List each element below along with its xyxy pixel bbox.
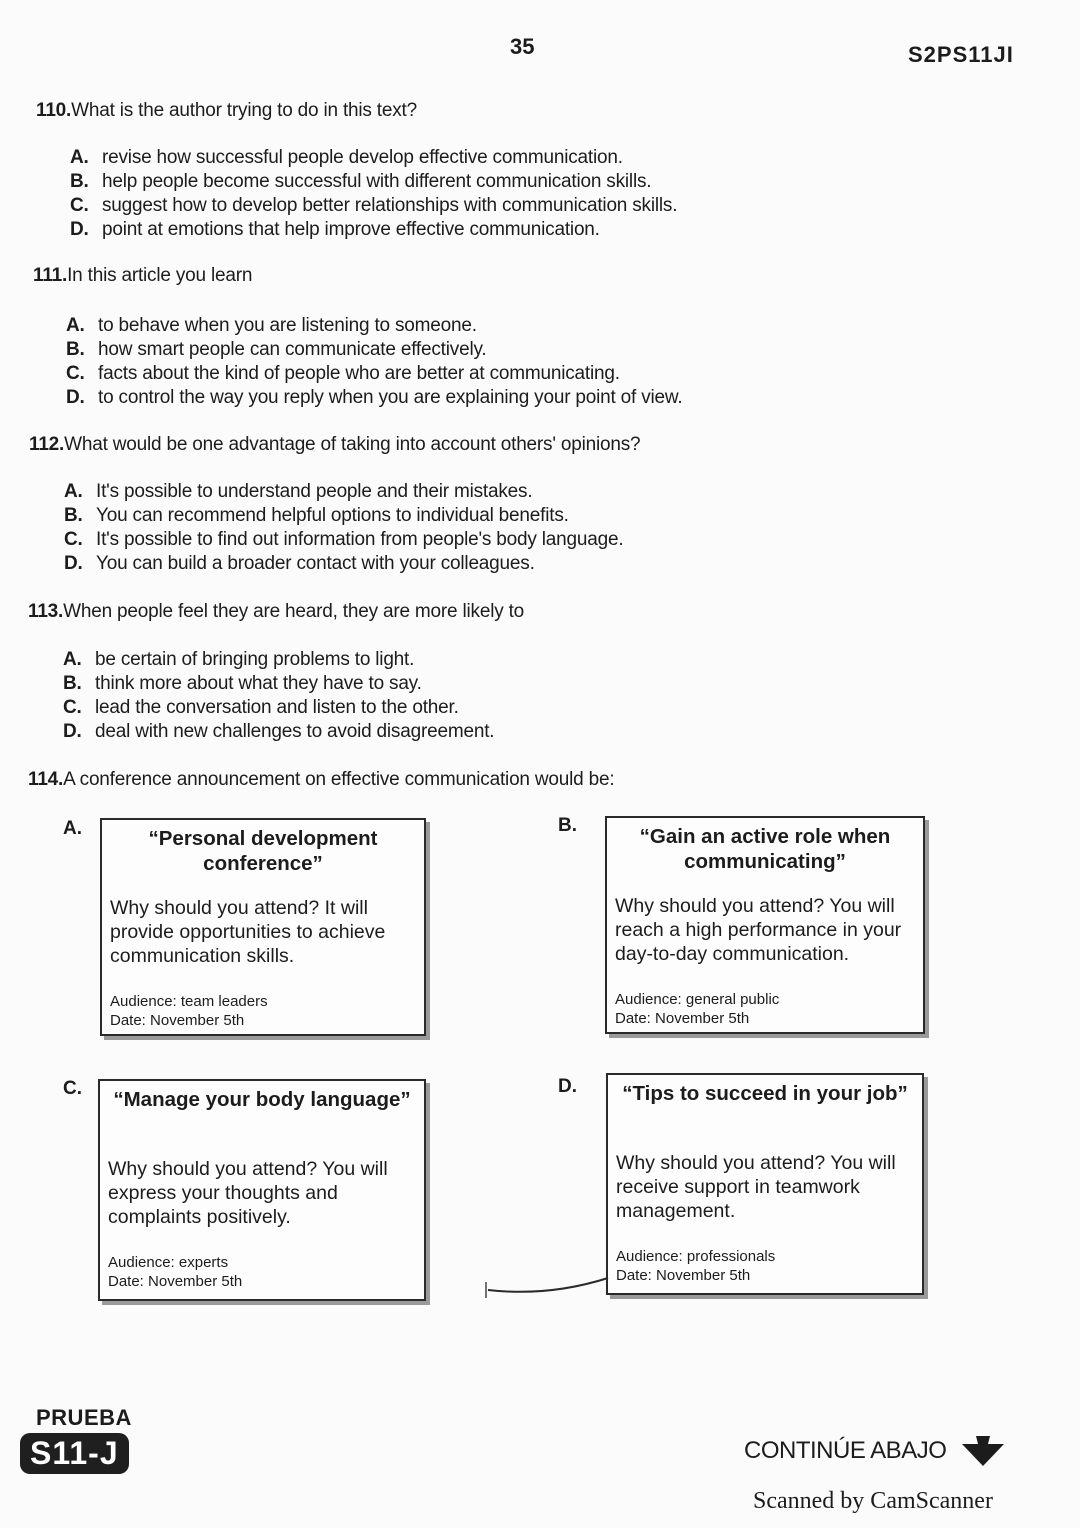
option-c[interactable]: C. lead the conversation and listen to the other. [63, 697, 459, 718]
announcement-title: “Personal development conference” [148, 827, 378, 875]
announcement-audience: Audience: experts [108, 1254, 229, 1271]
option-c[interactable]: C. facts about the kind of people who are better at communicating. [66, 363, 620, 384]
question-number: 114. [28, 769, 64, 790]
announcement-body: Why should you attend? You will express your thoughts and complaints positively. [108, 1158, 388, 1228]
option-a[interactable]: A. revise how successful people develop effective communication. [70, 147, 623, 168]
option-b[interactable]: B. how smart people can communicate effectively. [66, 339, 487, 360]
question-text: What is the author trying to do in this text? [71, 100, 417, 121]
option-d[interactable]: D. You can build a broader contact with your colleagues. [64, 553, 535, 574]
option-a[interactable]: A. It's possible to understand people and their mistakes. [64, 481, 533, 502]
option-a[interactable]: A. be certain of bringing problems to light. [63, 649, 415, 670]
option-a[interactable]: A. to behave when you are listening to someone. [66, 315, 477, 336]
question-text: When people feel they are heard, they are more likely to [63, 601, 525, 622]
option-d[interactable]: D. to control the way you reply when you are explaining your point of view. [66, 387, 683, 408]
announcement-date: Date: November 5th [615, 1010, 750, 1027]
question-112 [29, 433, 640, 457]
option-b[interactable]: B. help people become successful with different communication skills. [70, 171, 652, 192]
question-number: 111. [33, 265, 68, 286]
announcement-a[interactable] [100, 818, 426, 1036]
question-111 [33, 264, 252, 288]
pen-mark [484, 1272, 614, 1306]
prueba-brand [20, 1405, 132, 1474]
question-114 [28, 768, 614, 792]
announcement-audience: Audience: professionals [616, 1248, 776, 1265]
exam-code: S2PS11JI [908, 42, 1014, 67]
option-b[interactable]: B. think more about what they have to say. [63, 673, 422, 694]
arrow-down-icon [960, 1436, 1006, 1466]
announcement-b[interactable] [605, 816, 925, 1034]
announcement-audience: Audience: general public [615, 991, 780, 1008]
prueba-code: S11-J [20, 1433, 129, 1474]
announcement-d[interactable] [606, 1073, 924, 1295]
announcement-date: Date: November 5th [108, 1273, 243, 1290]
announcement-letter-c: C. [63, 1078, 82, 1099]
option-d[interactable]: D. deal with new challenges to avoid disagreement. [63, 721, 495, 742]
announcement-c[interactable] [98, 1079, 426, 1301]
announcement-title: “Manage your body language” [113, 1088, 411, 1111]
announcement-letter-a: A. [63, 818, 82, 839]
option-d[interactable]: D. point at emotions that help improve effective communication. [70, 219, 600, 240]
options-113 [63, 648, 494, 744]
option-b[interactable]: B. You can recommend helpful options to individual benefits. [64, 505, 569, 526]
announcement-title: “Gain an active role when communicating” [639, 825, 891, 873]
continue-below [744, 1436, 1006, 1466]
announcement-date: Date: November 5th [110, 1012, 245, 1029]
scanned-by: Scanned by CamScanner [753, 1488, 993, 1514]
announcement-body: Why should you attend? You will reach a high performance in your day-to-day communication. [615, 895, 902, 965]
question-number: 112. [29, 434, 65, 455]
question-number: 113. [28, 601, 64, 622]
question-113 [28, 600, 524, 624]
options-110 [70, 146, 677, 242]
question-text: A conference announcement on effective communication would be: [63, 769, 615, 790]
announcement-title: “Tips to succeed in your job” [622, 1082, 908, 1105]
prueba-label: PRUEBA [36, 1405, 132, 1430]
option-c[interactable]: C. It's possible to find out information from people's body language. [64, 529, 624, 550]
announcement-letter-b: B. [558, 815, 577, 836]
page-number: 35 [510, 34, 535, 59]
question-number: 110. [36, 100, 72, 121]
announcement-date: Date: November 5th [616, 1267, 751, 1284]
announcement-audience: Audience: team leaders [110, 993, 268, 1010]
announcement-body: Why should you attend? You will receive support in teamwork management. [616, 1152, 896, 1222]
option-c[interactable]: C. suggest how to develop better relationships with communication skills. [70, 195, 678, 216]
question-text: What would be one advantage of taking into account others' opinions? [64, 434, 641, 455]
announcement-letter-d: D. [558, 1076, 577, 1097]
options-111 [66, 314, 682, 410]
question-110 [36, 99, 417, 123]
options-112 [64, 480, 623, 576]
question-text: In this article you learn [67, 265, 253, 286]
announcement-body: Why should you attend? It will provide opportunities to achieve communication skills. [110, 897, 386, 967]
continue-label: CONTINÚE ABAJO [744, 1437, 947, 1464]
